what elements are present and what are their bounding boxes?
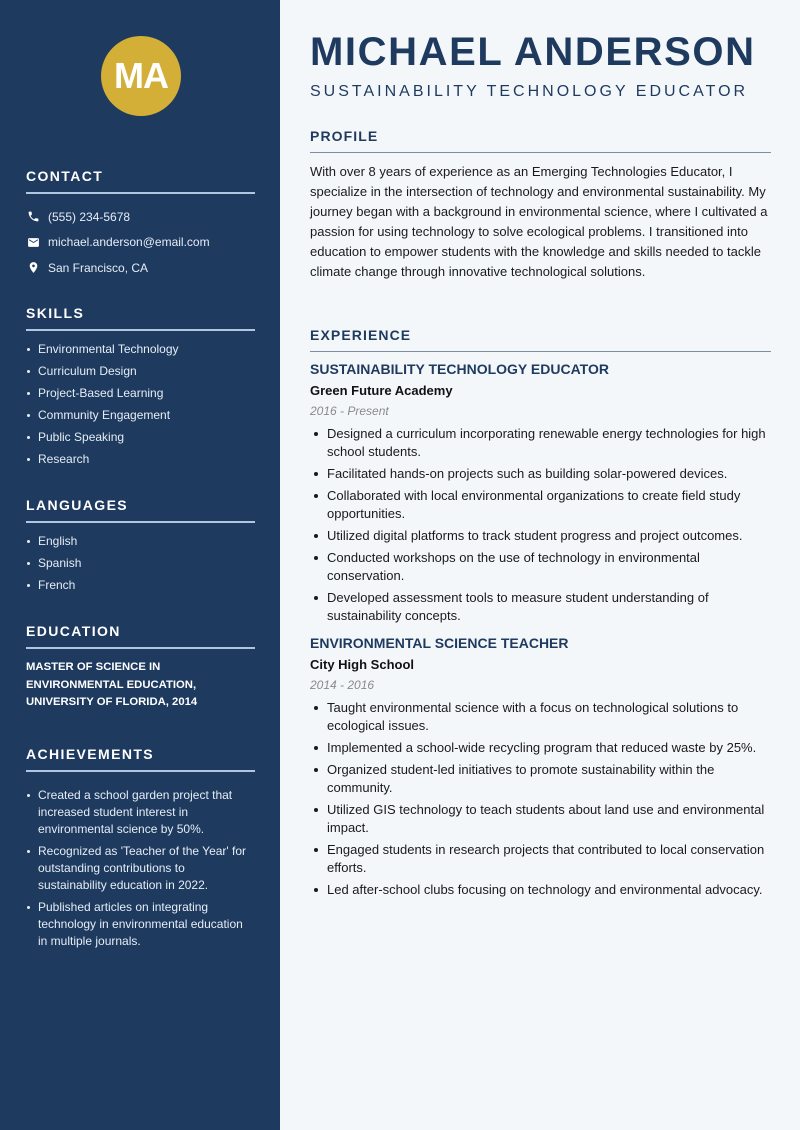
job-bullet: Conducted workshops on the use of technology in environmental conservation. (310, 549, 771, 585)
job-entry (310, 361, 771, 625)
phone-icon (26, 210, 40, 224)
phone-value[interactable]: (555) 234-5678 (48, 209, 131, 224)
avatar-initials: MA (114, 55, 168, 96)
skills-section (26, 305, 255, 473)
job-bullet: Utilized GIS technology to teach students about land use and environmental impact. (310, 801, 771, 837)
job-bullet: Engaged students in research projects that contributed to local conservation efforts. (310, 841, 771, 877)
job-bullet: Developed assessment tools to measure student understanding of sustainability concepts. (310, 589, 771, 625)
avatar (101, 36, 181, 116)
job-dates: 2016 - Present (310, 404, 389, 418)
experience-heading: EXPERIENCE (310, 327, 771, 352)
achievement-item: Created a school garden project that increased student interest in environmental science by 50%. (26, 787, 255, 838)
languages-section (26, 497, 255, 599)
achievement-item: Published articles on integrating technology in environmental education in multiple journals. (26, 899, 255, 950)
main-content (280, 0, 800, 1130)
job-bullets (310, 699, 771, 899)
job-company: City High School (310, 657, 414, 672)
achievements-section (26, 746, 255, 955)
skills-list (26, 341, 255, 468)
profile-heading: PROFILE (310, 128, 771, 153)
education-line: ENVIRONMENTAL EDUCATION, (26, 678, 197, 691)
education-degree (26, 659, 255, 712)
location-pin-icon (26, 261, 40, 275)
contact-heading: CONTACT (26, 168, 255, 194)
skill-item: Curriculum Design (26, 363, 255, 380)
skill-item: Project-Based Learning (26, 385, 255, 402)
achievements-heading: ACHIEVEMENTS (26, 746, 255, 772)
language-item: English (26, 533, 255, 550)
job-entry (310, 635, 771, 899)
job-bullet: Implemented a school-wide recycling program that reduced waste by 25%. (310, 739, 771, 757)
job-title: ENVIRONMENTAL SCIENCE TEACHER (310, 635, 569, 651)
job-bullet: Organized student-led initiatives to promote sustainability within the community. (310, 761, 771, 797)
job-bullet: Utilized digital platforms to track student progress and project outcomes. (310, 527, 771, 545)
job-bullet: Designed a curriculum incorporating renewable energy technologies for high school students. (310, 425, 771, 461)
candidate-name: MICHAEL ANDERSON (310, 30, 756, 74)
education-section (26, 623, 255, 712)
sidebar (0, 0, 280, 1130)
profile-section (310, 128, 771, 282)
contact-section (26, 168, 255, 281)
contact-location (26, 255, 255, 281)
language-item: Spanish (26, 555, 255, 572)
language-item: French (26, 577, 255, 594)
achievements-list (26, 787, 255, 950)
email-icon (26, 235, 40, 249)
contact-phone (26, 204, 255, 230)
skills-heading: SKILLS (26, 305, 255, 331)
candidate-headline: SUSTAINABILITY TECHNOLOGY EDUCATOR (310, 83, 749, 100)
experience-section (310, 327, 771, 903)
education-line: UNIVERSITY OF FLORIDA, 2014 (26, 696, 198, 708)
skill-item: Public Speaking (26, 429, 255, 446)
contact-email (26, 230, 255, 256)
email-value[interactable]: michael.anderson@email.com (48, 235, 210, 250)
job-bullet: Taught environmental science with a focus on technological solutions to ecological issues. (310, 699, 771, 735)
job-title: SUSTAINABILITY TECHNOLOGY EDUCATOR (310, 361, 609, 377)
education-heading: EDUCATION (26, 623, 255, 649)
location-value: San Francisco, CA (48, 260, 149, 275)
job-dates: 2014 - 2016 (310, 678, 375, 692)
languages-heading: LANGUAGES (26, 497, 255, 523)
job-bullet: Facilitated hands-on projects such as building solar-powered devices. (310, 465, 771, 483)
achievement-item: Recognized as 'Teacher of the Year' for outstanding contributions to sustainability education in 2022. (26, 843, 255, 894)
skill-item: Community Engagement (26, 407, 255, 424)
job-bullets (310, 425, 771, 625)
skill-item: Environmental Technology (26, 341, 255, 358)
job-company: Green Future Academy (310, 383, 453, 398)
skill-item: Research (26, 451, 255, 468)
job-bullet: Collaborated with local environmental organizations to create field study opportunities. (310, 487, 771, 523)
job-bullet: Led after-school clubs focusing on technology and environmental advocacy. (310, 881, 771, 899)
profile-text: With over 8 years of experience as an Emerging Technologies Educator, I specialize in the intersection of technology and environmental sustainability. My journey began with a background in environmental science, where I cultivated a passion for using technology to solve ecological problems. I transitioned into education to empower students with the knowledge and skills needed to tackle climate change through innovative technological solutions. (310, 164, 768, 279)
languages-list (26, 533, 255, 594)
education-line: MASTER OF SCIENCE IN (26, 661, 161, 673)
